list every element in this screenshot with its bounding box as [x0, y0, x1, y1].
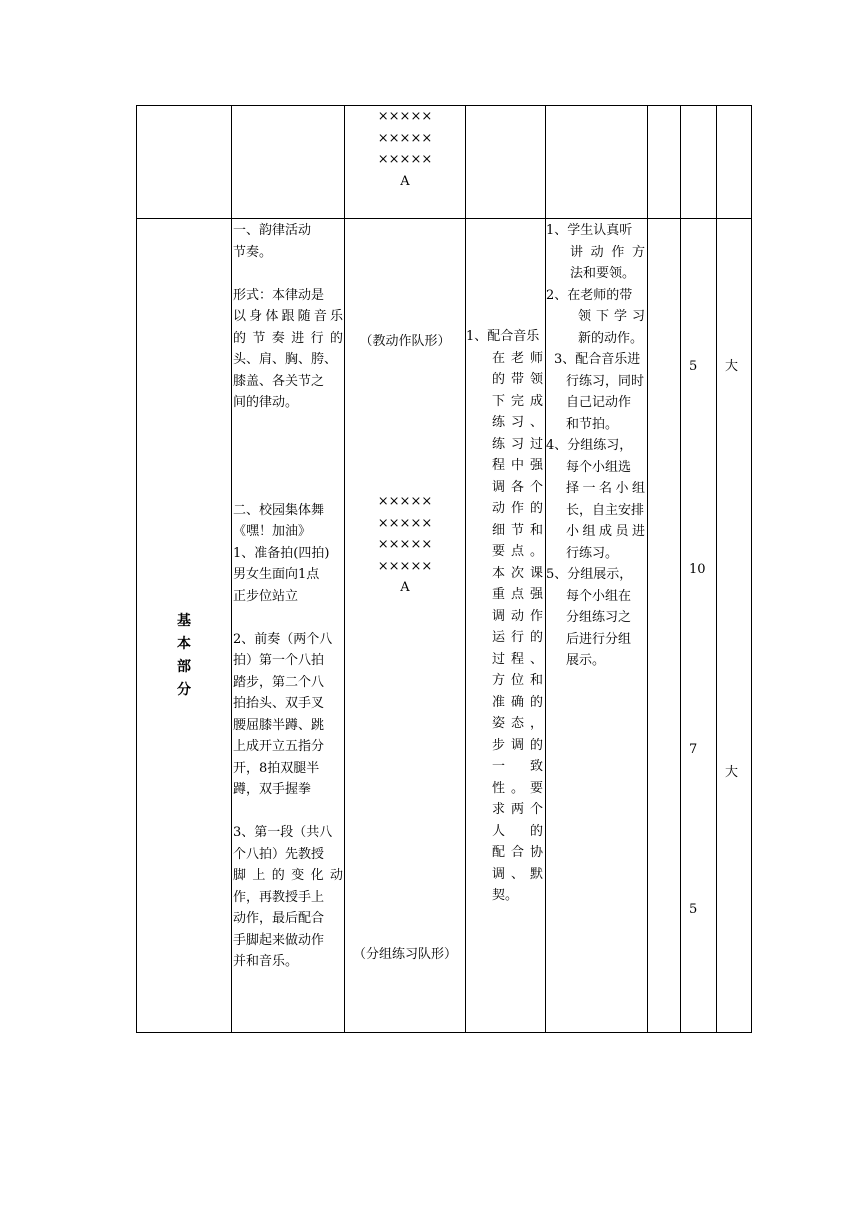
teacher-line: 配合协 — [492, 845, 543, 860]
teacher-line: 程中强 — [492, 458, 543, 473]
section-label-char: 分 — [177, 681, 191, 698]
formation-line: ××××× — [377, 494, 433, 509]
student-line: 择一名小组 — [566, 481, 645, 496]
student-line: 1、学生认真听 — [546, 223, 633, 238]
intensity-value: 大 — [725, 359, 739, 374]
teacher-line: 本次课 — [492, 565, 543, 581]
teacher-activity-cell — [466, 219, 546, 1033]
content-line: 形式：本律动是 — [233, 287, 325, 303]
teacher-line: 练习过 — [492, 436, 543, 452]
teacher-mark: A — [400, 580, 410, 595]
teacher-line: 调、默 — [492, 866, 543, 882]
teacher-line: 细节和 — [492, 522, 543, 538]
content-title: 二、校园集体舞 — [233, 502, 325, 518]
section-label-char: 基 — [177, 612, 191, 629]
student-line: 2、在老师的带 — [546, 287, 633, 303]
teacher-line: 求两个 — [492, 802, 543, 817]
content-line: 并和音乐。 — [233, 954, 299, 969]
formation-label: （分组练习队形） — [352, 947, 457, 962]
teacher-line: 下完成 — [492, 393, 543, 409]
organization-cell — [345, 219, 466, 1033]
content-line: 腰屈膝半蹲、跳 — [233, 717, 325, 733]
duration-value: 5 — [689, 359, 698, 374]
times-cell — [648, 219, 681, 1033]
duration-cell — [681, 219, 717, 1033]
content-line: 作，再教授手上 — [233, 889, 325, 905]
student-line: 后进行分组 — [566, 631, 632, 647]
teacher-line: 练习、 — [492, 415, 543, 430]
teacher-line: 性。要 — [492, 780, 543, 796]
content-line: 正步位站立 — [233, 588, 299, 604]
content-line: 的节奏进行的 — [233, 330, 343, 346]
student-line: 每个小组在 — [566, 588, 632, 604]
teacher-line: 重点强 — [492, 587, 543, 602]
teacher-line: 姿态， — [492, 716, 543, 731]
teacher-line: 的带领 — [492, 372, 543, 387]
student-line: 讲动作方 — [570, 244, 645, 260]
section-label-char: 本 — [177, 635, 191, 652]
formation-line: ××××× — [377, 515, 433, 531]
student-cell — [546, 106, 648, 219]
student-line: 行练习，同时 — [566, 373, 645, 389]
teacher-line: 调各个 — [492, 479, 543, 495]
table-row — [137, 219, 752, 1033]
formation-line: ××××× — [377, 130, 433, 146]
student-line: 4、分组练习， — [546, 438, 633, 453]
teacher-line: 运行的 — [492, 630, 543, 645]
student-line: 自己记动作 — [566, 395, 632, 410]
formation-line: ××××× — [377, 152, 433, 167]
content-line: 拍）第一个八拍 — [233, 653, 325, 668]
teacher-line: 在老师 — [492, 350, 543, 366]
duration-cell — [681, 106, 717, 219]
teacher-line: 1、配合音乐 — [466, 329, 540, 344]
formation-line: ××××× — [377, 537, 433, 552]
content-line: 手脚起来做动作 — [233, 932, 325, 948]
content-line: 1、准备拍(四拍) — [233, 545, 330, 561]
duration-value: 7 — [689, 742, 698, 757]
intensity-value: 大 — [725, 765, 739, 780]
student-line: 和节拍。 — [566, 416, 619, 432]
student-activity-cell — [546, 219, 648, 1033]
student-line: 长，自主安排 — [566, 502, 645, 518]
content-line: 脚上的变化动 — [233, 868, 343, 883]
content-line: 拍抬头、双手叉 — [233, 696, 325, 711]
student-line: 3、配合音乐进 — [554, 352, 641, 367]
content-line: 间的律动。 — [233, 395, 299, 410]
organization-cell — [345, 106, 466, 219]
content-line: 2、前奏（两个八 — [233, 631, 333, 647]
teacher-line: 契。 — [492, 888, 519, 903]
student-line: 分组练习之 — [566, 610, 632, 625]
content-line: 膝盖、各关节之 — [233, 373, 325, 389]
teacher-line: 准确的 — [492, 694, 543, 710]
student-line: 5、分组展示， — [546, 567, 633, 582]
student-line: 法和要领。 — [570, 266, 636, 281]
content-line: 上成开立五指分 — [233, 739, 325, 754]
times-cell — [648, 106, 681, 219]
content-line: 以身体跟随音乐 — [233, 309, 343, 324]
content-cell — [232, 219, 345, 1033]
content-cell — [232, 106, 345, 219]
formation-line: ××××× — [377, 109, 433, 124]
table-row — [137, 106, 752, 219]
teacher-line: 动作的 — [492, 501, 543, 516]
student-line: 每个小组选 — [566, 459, 632, 475]
lesson-plan-table — [136, 105, 752, 1033]
formation-label: （教动作队形） — [359, 334, 451, 349]
teacher-line: 一 致 — [492, 759, 543, 774]
section-cell — [137, 106, 232, 219]
content-line: 男女生面向1点 — [233, 567, 320, 582]
content-title: 《嘿！加油》 — [233, 524, 312, 539]
student-line: 行练习。 — [566, 545, 619, 561]
content-line: 踏步，第二个八 — [233, 674, 325, 690]
content-line: 开，8拍双腿半 — [233, 760, 320, 776]
content-line: 蹲，双手握拳 — [233, 782, 312, 797]
duration-value: 10 — [689, 562, 706, 577]
content-title: 一、韵律活动 — [233, 223, 312, 238]
teacher-mark: A — [400, 173, 410, 189]
teacher-line: 要点。 — [492, 544, 543, 559]
intensity-cell — [717, 219, 752, 1033]
student-line: 展示。 — [566, 653, 606, 668]
content-line: 个八拍）先教授 — [233, 846, 325, 862]
content-line: 3、第一段（共八 — [233, 825, 333, 840]
intensity-cell — [717, 106, 752, 219]
teacher-line: 过程、 — [492, 651, 543, 667]
student-line: 领下学习 — [578, 309, 645, 324]
duration-value: 5 — [689, 902, 698, 917]
teacher-line: 步调的 — [492, 737, 543, 753]
teacher-line: 方位和 — [492, 673, 543, 688]
student-line: 新的动作。 — [578, 330, 644, 346]
teacher-line: 人 的 — [492, 823, 543, 839]
formation-line: ××××× — [377, 558, 433, 574]
teacher-cell — [466, 106, 546, 219]
section-label-char: 部 — [177, 658, 191, 675]
content-line: 头、肩、胸、胯、 — [233, 352, 338, 367]
section-label-cell — [137, 219, 232, 1033]
content-title: 节奏。 — [233, 244, 273, 260]
content-line: 动作，最后配合 — [233, 911, 325, 926]
teacher-line: 调动作 — [492, 608, 543, 624]
student-line: 小组成员进 — [566, 524, 645, 539]
